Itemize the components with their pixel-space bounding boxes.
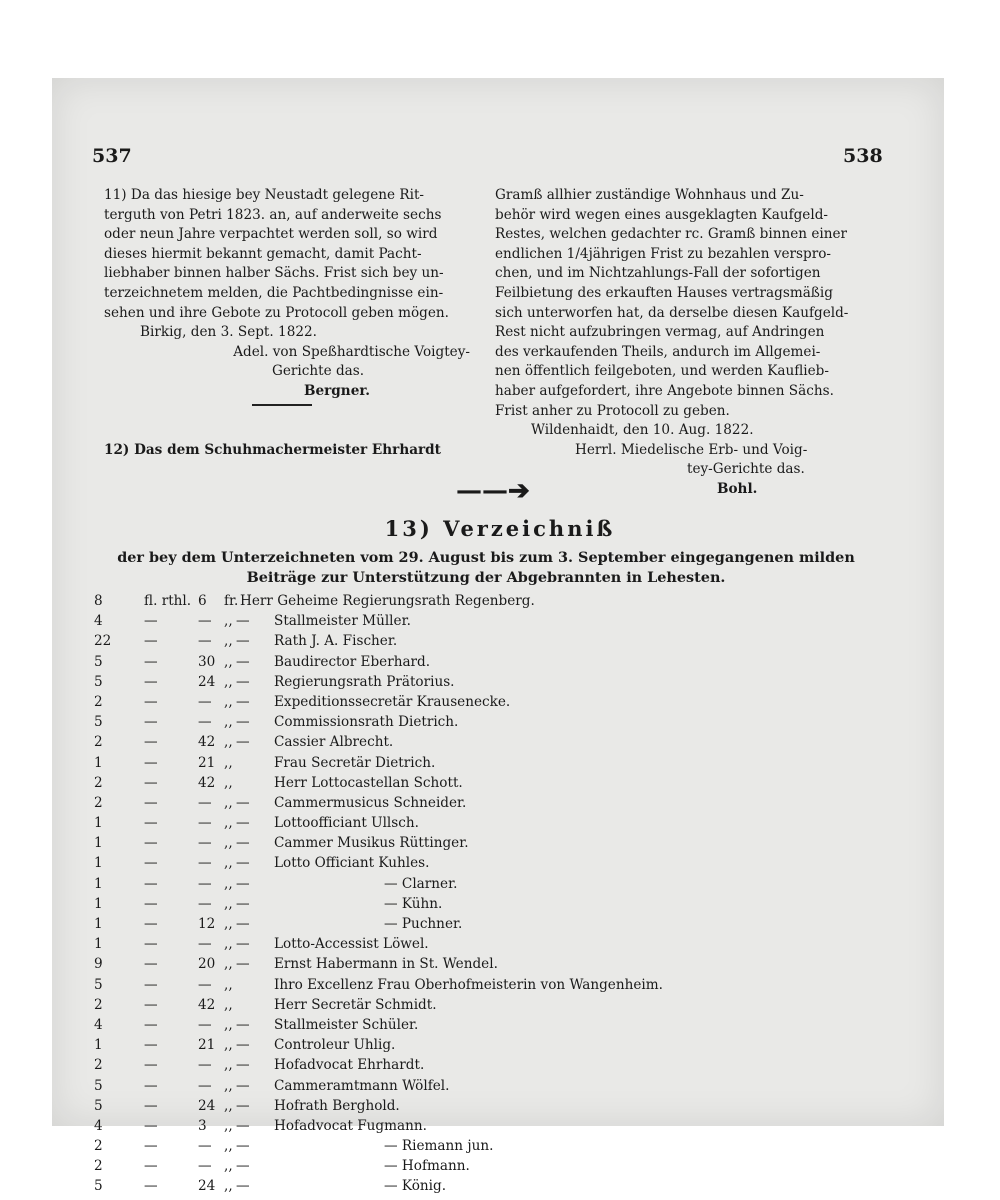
- list-item: [94, 975, 894, 995]
- donor-name: Herr Geheime Regierungsrath Regenberg.: [240, 593, 535, 609]
- amount-kreuzer: 24: [198, 1097, 216, 1114]
- list-item: [94, 1035, 894, 1055]
- notice-12-court-1: Herrl. Miedelische Erb- und Voig-: [575, 441, 808, 458]
- amount-rthl: —: [144, 1138, 158, 1155]
- ditto-dash: —: [236, 835, 250, 852]
- ditto-mark: ,,: [224, 714, 233, 731]
- ditto-dash: —: [236, 956, 250, 973]
- text-line: Restes, welchen gedachter rc. Gramß binnen einer: [495, 226, 848, 243]
- page-number-right: 538: [843, 145, 883, 167]
- list-item: [94, 652, 894, 672]
- amount-gulden: 1: [94, 1037, 103, 1054]
- ditto-dash: —: [236, 653, 250, 670]
- ditto-mark: fr.: [224, 593, 239, 609]
- notice-12-signature: Bohl.: [717, 480, 758, 497]
- amount-rthl: —: [144, 835, 158, 852]
- ditto-mark: ,,: [224, 875, 233, 892]
- amount-rthl: —: [144, 1097, 158, 1114]
- list-item: [94, 853, 894, 873]
- amount-gulden: 5: [94, 1097, 103, 1114]
- list-subheading-1: der bey dem Unterzeichneten vom 29. August bis zum 3. September eingegangenen milden: [117, 549, 855, 566]
- ditto-mark: ,,: [224, 734, 233, 751]
- list-item: [94, 1055, 894, 1075]
- amount-rthl: —: [144, 996, 158, 1013]
- ditto-dash: —: [236, 916, 250, 932]
- text-line: liebhaber binnen halber Sächs. Frist sich bey un-: [104, 265, 444, 282]
- amount-rthl: —: [144, 613, 158, 630]
- ditto-mark: ,,: [224, 1117, 233, 1134]
- amount-kreuzer: 6: [198, 593, 207, 609]
- ditto-mark: ,,: [224, 754, 233, 771]
- amount-gulden: 1: [94, 855, 103, 872]
- donor-name: Stallmeister Schüler.: [274, 1016, 419, 1033]
- amount-rthl: —: [144, 815, 158, 832]
- donor-name: — Puchner.: [384, 916, 463, 932]
- amount-gulden: 2: [94, 794, 103, 811]
- ditto-dash: —: [236, 1117, 250, 1134]
- list-item: [94, 611, 894, 631]
- ditto-dash: —: [236, 1016, 250, 1033]
- amount-rthl: —: [144, 956, 158, 973]
- amount-gulden: 2: [94, 693, 103, 710]
- ditto-dash: —: [236, 875, 250, 892]
- list-item: [94, 1156, 894, 1176]
- text-line: oder neun Jahre verpachtet werden soll, so wird: [104, 226, 438, 243]
- text-line: des verkaufenden Theils, andurch im Allgemei-: [495, 343, 821, 360]
- ditto-mark: ,,: [224, 613, 233, 630]
- text-line: chen, und im Nichtzahlungs-Fall der sofortigen: [495, 265, 821, 282]
- amount-gulden: 5: [94, 673, 103, 690]
- amount-gulden: 2: [94, 1138, 103, 1155]
- list-item: [94, 914, 894, 934]
- ditto-mark: ,,: [224, 1158, 233, 1175]
- text-line: sehen und ihre Gebote zu Protocoll geben mögen.: [104, 304, 450, 321]
- list-heading: 13) Verzeichniß: [384, 516, 616, 541]
- amount-gulden: 1: [94, 754, 103, 771]
- amount-rthl: —: [144, 693, 158, 710]
- amount-gulden: 1: [94, 936, 103, 953]
- amount-rthl: —: [144, 855, 158, 872]
- list-item: [94, 732, 894, 752]
- ditto-dash: —: [236, 1057, 250, 1074]
- donor-name: Lotto-Accessist Löwel.: [274, 936, 429, 953]
- amount-gulden: 1: [94, 916, 103, 932]
- list-item: [94, 631, 894, 651]
- amount-kreuzer: —: [198, 835, 212, 852]
- notice-11-place-date: Birkig, den 3. Sept. 1822.: [140, 324, 317, 341]
- amount-kreuzer: —: [198, 794, 212, 811]
- list-item: [94, 1015, 894, 1035]
- text-line: Rest nicht aufzubringen vermag, auf Andringen: [495, 324, 825, 341]
- list-subheading-2: Beiträge zur Unterstützung der Abgebrannten in Lehesten.: [246, 569, 726, 586]
- text-line: terzeichnetem melden, die Pachtbedingnisse ein-: [104, 284, 444, 301]
- ditto-dash: —: [236, 613, 250, 630]
- donor-name: Frau Secretär Dietrich.: [274, 754, 436, 771]
- amount-kreuzer: 12: [198, 916, 216, 932]
- ditto-dash: —: [236, 1158, 250, 1175]
- donor-name: Cammer Musikus Rüttinger.: [274, 835, 469, 852]
- amount-rthl: —: [144, 916, 158, 932]
- ditto-mark: ,,: [224, 794, 233, 811]
- donor-name: Rath J. A. Fischer.: [274, 633, 398, 650]
- list-item: [94, 1116, 894, 1136]
- donor-name: Expeditionssecretär Krausenecke.: [274, 693, 511, 710]
- amount-gulden: 1: [94, 895, 103, 912]
- donation-list: [94, 591, 894, 1197]
- ditto-mark: ,,: [224, 916, 233, 932]
- ditto-mark: ,,: [224, 633, 233, 650]
- amount-kreuzer: 30: [198, 653, 216, 670]
- ditto-dash: —: [236, 734, 250, 751]
- separator-dash: [252, 404, 312, 406]
- donor-name: Lottoofficiant Ullsch.: [274, 815, 419, 832]
- amount-kreuzer: —: [198, 1158, 212, 1175]
- list-item: [94, 894, 894, 914]
- donor-name: Baudirector Eberhard.: [274, 653, 431, 670]
- amount-kreuzer: —: [198, 613, 212, 630]
- list-item: [94, 793, 894, 813]
- ditto-dash: —: [236, 633, 250, 650]
- page-number-left: 537: [92, 145, 132, 167]
- notice-11-signature: Bergner.: [304, 382, 370, 399]
- amount-rthl: —: [144, 1057, 158, 1074]
- ditto-dash: —: [236, 855, 250, 872]
- list-item: [94, 591, 894, 611]
- list-item: [94, 813, 894, 833]
- donor-name: — Hofmann.: [384, 1158, 470, 1175]
- list-item: [94, 1076, 894, 1096]
- amount-kreuzer: —: [198, 693, 212, 710]
- amount-gulden: 22: [94, 633, 112, 650]
- amount-kreuzer: —: [198, 875, 212, 892]
- amount-rthl: —: [144, 875, 158, 892]
- amount-rthl: —: [144, 1117, 158, 1134]
- donor-name: Ernst Habermann in St. Wendel.: [274, 956, 498, 973]
- amount-rthl: —: [144, 734, 158, 751]
- text-line: terguth von Petri 1823. an, auf anderweite sechs: [104, 206, 442, 223]
- text-line: behör wird wegen eines ausgeklagten Kaufgeld-: [495, 206, 828, 223]
- donor-name: Hofrath Berghold.: [274, 1097, 400, 1114]
- amount-gulden: 4: [94, 1016, 103, 1033]
- amount-gulden: 5: [94, 1178, 103, 1195]
- list-item: [94, 954, 894, 974]
- ditto-dash: —: [236, 1077, 250, 1094]
- donor-name: — Riemann jun.: [384, 1138, 494, 1155]
- ditto-dash: —: [236, 1138, 250, 1155]
- ditto-mark: ,,: [224, 1016, 233, 1033]
- notice-12-place-date: Wildenhaidt, den 10. Aug. 1822.: [531, 422, 754, 439]
- amount-kreuzer: 21: [198, 754, 216, 771]
- amount-kreuzer: —: [198, 815, 212, 832]
- amount-rthl: —: [144, 936, 158, 953]
- ditto-mark: ,,: [224, 1178, 233, 1195]
- list-item: [94, 712, 894, 732]
- amount-rthl: —: [144, 754, 158, 771]
- list-item: [94, 1176, 894, 1196]
- amount-gulden: 4: [94, 1117, 103, 1134]
- amount-kreuzer: —: [198, 976, 212, 993]
- amount-rthl: —: [144, 673, 158, 690]
- list-item: [94, 934, 894, 954]
- amount-kreuzer: 21: [198, 1037, 216, 1054]
- notice-12-court-2: tey-Gerichte das.: [687, 461, 805, 478]
- amount-gulden: 9: [94, 956, 103, 973]
- amount-kreuzer: —: [198, 855, 212, 872]
- text-line: Gramß allhier zuständige Wohnhaus und Zu-: [495, 187, 804, 203]
- notice-12-start: [104, 441, 484, 461]
- amount-gulden: 1: [94, 835, 103, 852]
- amount-kreuzer: —: [198, 895, 212, 912]
- ditto-dash: —: [236, 673, 250, 690]
- amount-gulden: 5: [94, 976, 103, 993]
- text-line: Feilbietung des erkauften Hauses vertragsmäßig: [495, 284, 833, 301]
- donor-name: Commissionsrath Dietrich.: [274, 714, 459, 731]
- amount-rthl: —: [144, 774, 158, 791]
- ditto-mark: ,,: [224, 976, 233, 993]
- text-line: sich unterworfen hat, da derselbe diesen Kaufgeld-: [495, 304, 849, 321]
- list-item: [94, 874, 894, 894]
- amount-kreuzer: 24: [198, 673, 216, 690]
- amount-gulden: 5: [94, 714, 103, 731]
- amount-rthl: —: [144, 653, 158, 670]
- ditto-mark: ,,: [224, 673, 233, 690]
- amount-kreuzer: 3: [198, 1117, 207, 1134]
- ditto-mark: ,,: [224, 855, 233, 872]
- donor-name: Controleur Uhlig.: [274, 1037, 396, 1054]
- amount-gulden: 2: [94, 1158, 103, 1175]
- ditto-mark: ,,: [224, 835, 233, 852]
- notice-11-court-2: Gerichte das.: [272, 363, 365, 380]
- amount-kreuzer: —: [198, 936, 212, 953]
- amount-kreuzer: 42: [198, 774, 216, 791]
- text-line: Frist anher zu Protocoll zu geben.: [495, 402, 730, 419]
- text-line: endlichen 1/4jährigen Frist zu bezahlen verspro-: [495, 245, 831, 262]
- ditto-dash: —: [236, 895, 250, 912]
- donor-name: Cammeramtmann Wölfel.: [274, 1077, 450, 1094]
- amount-kreuzer: —: [198, 1077, 212, 1094]
- ditto-mark: ,,: [224, 1057, 233, 1074]
- list-item: [94, 1096, 894, 1116]
- ditto-mark: ,,: [224, 1097, 233, 1114]
- ditto-mark: ,,: [224, 895, 233, 912]
- amount-rthl: —: [144, 1178, 158, 1195]
- ditto-mark: ,,: [224, 815, 233, 832]
- list-item: [94, 692, 894, 712]
- text-line: dieses hiermit bekannt gemacht, damit Pacht-: [104, 245, 422, 262]
- amount-rthl: —: [144, 976, 158, 993]
- notice-12-continuation: [495, 186, 875, 421]
- amount-kreuzer: 20: [198, 956, 216, 973]
- amount-gulden: 1: [94, 875, 103, 892]
- amount-gulden: 1: [94, 815, 103, 832]
- donor-name: Cassier Albrecht.: [274, 734, 394, 751]
- donor-name: Regierungsrath Prätorius.: [274, 673, 455, 690]
- list-item: [94, 672, 894, 692]
- ditto-dash: —: [236, 1178, 250, 1195]
- ditto-mark: ,,: [224, 1077, 233, 1094]
- amount-rthl: —: [144, 1077, 158, 1094]
- list-item: [94, 995, 894, 1015]
- ditto-dash: —: [236, 815, 250, 832]
- list-item: [94, 773, 894, 793]
- amount-rthl: —: [144, 1158, 158, 1175]
- amount-gulden: 5: [94, 1077, 103, 1094]
- donor-name: Ihro Excellenz Frau Oberhofmeisterin von Wangenheim.: [274, 976, 663, 993]
- amount-rthl: —: [144, 633, 158, 650]
- donor-name: — Kühn.: [384, 895, 443, 912]
- amount-rthl: —: [144, 1037, 158, 1054]
- donor-name: — Clarner.: [384, 875, 458, 892]
- right-column: [495, 186, 875, 500]
- amount-rthl: —: [144, 895, 158, 912]
- amount-kreuzer: —: [198, 1016, 212, 1033]
- ditto-mark: ,,: [224, 1037, 233, 1054]
- notice-12-text: 12) Das dem Schuhmachermeister Ehrhardt: [104, 442, 441, 458]
- left-column: [104, 186, 470, 402]
- amount-gulden: 2: [94, 734, 103, 751]
- donor-name: Lotto Officiant Kuhles.: [274, 855, 430, 872]
- amount-gulden: 8: [94, 593, 103, 609]
- amount-gulden: 4: [94, 613, 103, 630]
- amount-gulden: 2: [94, 1057, 103, 1074]
- ditto-mark: ,,: [224, 936, 233, 953]
- ditto-mark: ,,: [224, 774, 233, 791]
- ditto-dash: —: [236, 1037, 250, 1054]
- list-item: [94, 833, 894, 853]
- separator-arrow: ——➔: [456, 476, 530, 506]
- donor-name: Stallmeister Müller.: [274, 613, 411, 630]
- ditto-dash: —: [236, 693, 250, 710]
- donor-name: — König.: [384, 1178, 447, 1195]
- ditto-dash: —: [236, 936, 250, 953]
- amount-kreuzer: —: [198, 714, 212, 731]
- ditto-mark: ,,: [224, 1138, 233, 1155]
- donor-name: Hofadvocat Ehrhardt.: [274, 1057, 425, 1074]
- ditto-dash: —: [236, 1097, 250, 1114]
- ditto-dash: —: [236, 794, 250, 811]
- text-line: haber aufgefordert, ihre Angebote binnen Sächs.: [495, 382, 834, 399]
- amount-gulden: 2: [94, 996, 103, 1013]
- amount-kreuzer: 42: [198, 996, 216, 1013]
- donor-name: Hofadvocat Fugmann.: [274, 1117, 427, 1134]
- text-line: nen öffentlich feilgeboten, und werden Kauflieb-: [495, 363, 829, 380]
- amount-rthl: —: [144, 794, 158, 811]
- ditto-dash: —: [236, 714, 250, 731]
- amount-kreuzer: —: [198, 633, 212, 650]
- ditto-mark: ,,: [224, 996, 233, 1013]
- ditto-mark: ,,: [224, 653, 233, 670]
- amount-rthl: fl. rthl.: [144, 593, 192, 609]
- amount-gulden: 2: [94, 774, 103, 791]
- amount-kreuzer: 24: [198, 1178, 216, 1195]
- ditto-mark: ,,: [224, 693, 233, 710]
- amount-rthl: —: [144, 1016, 158, 1033]
- text-line: 11) Da das hiesige bey Neustadt gelegene Rit-: [104, 187, 425, 203]
- donor-name: Herr Lottocastellan Schott.: [274, 774, 463, 791]
- notice-11-court-1: Adel. von Speßhardtische Voigtey-: [233, 343, 470, 360]
- amount-kreuzer: —: [198, 1138, 212, 1155]
- amount-kreuzer: —: [198, 1057, 212, 1074]
- donor-name: Herr Secretär Schmidt.: [274, 996, 437, 1013]
- list-item: [94, 1136, 894, 1156]
- notice-11-text: [104, 186, 470, 323]
- amount-kreuzer: 42: [198, 734, 216, 751]
- ditto-mark: ,,: [224, 956, 233, 973]
- list-item: [94, 753, 894, 773]
- donor-name: Cammermusicus Schneider.: [274, 794, 467, 811]
- amount-gulden: 5: [94, 653, 103, 670]
- amount-rthl: —: [144, 714, 158, 731]
